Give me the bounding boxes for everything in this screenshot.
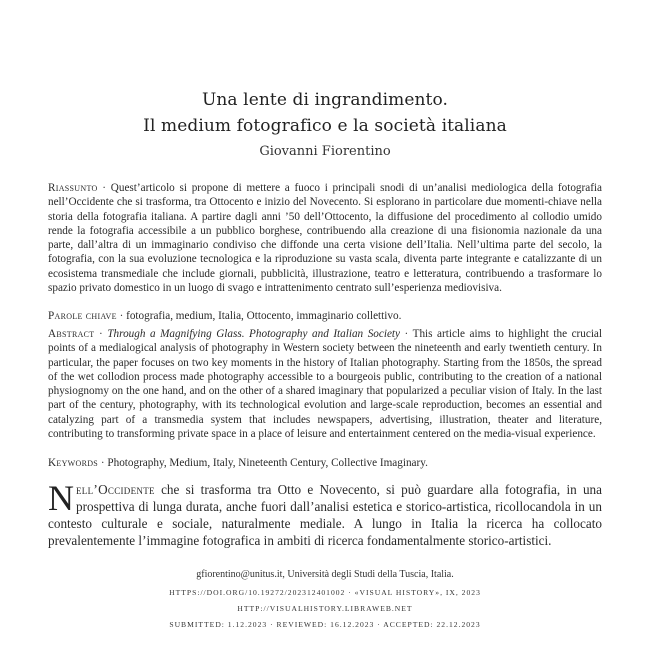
body-lead-in: ell’Occidente <box>76 482 155 497</box>
article-title-line-1: Una lente di ingrandimento. <box>201 90 449 110</box>
abstract-text: This article aims to highlight the crucial points of a medialogical analysis of photography in Western society between the nineteenth and early twentieth century. In particular, the paper focuses on two key moments in the history of Italian photography. Starting from the 1850s, the spread of the wet collodion process made photography accessible to a bourgeois public, contributing to the creation of a national physiognomy on the one hand, and on the other of a shared imaginary that popularized a peculiar vision of Italy. In the last part of the century, photography, with its technological evolution and large-scale reproduction, becomes an essential and catalyzing part of a transmedia system that includes newspapers, advertising, illustration, theater and literature, contributing to transforming private space in a place of leisure and entertainment centered on the media-visual experience. <box>48 328 603 441</box>
riassunto-separator: · <box>97 182 111 194</box>
doi-line: HTTPS://DOI.ORG/10.19272/202312401002 · «VISUAL HISTORY», IX, 2023 <box>169 588 481 597</box>
author-affiliation: gfiorentino@unitus.it, Università degli Studi della Tuscia, Italia. <box>196 569 454 580</box>
drop-cap: N <box>48 478 74 518</box>
journal-url: HTTP://VISUALHISTORY.LIBRAWEB.NET <box>237 604 413 613</box>
article-author: Giovanni Fiorentino <box>259 144 391 159</box>
parole-chiave-text: fotografia, medium, Italia, Ottocento, immaginario collettivo. <box>126 310 402 322</box>
keywords-label: Keywords <box>48 457 99 469</box>
keywords-text: Photography, Medium, Italy, Nineteenth Century, Collective Imaginary. <box>107 457 428 469</box>
body-paragraph <box>48 478 602 549</box>
abstract-english-title: Through a Magnifying Glass. Photography and Italian Society <box>107 328 400 340</box>
parole-chiave-label: Parole chiave <box>48 310 117 322</box>
submission-dates: SUBMITTED: 1.12.2023 · REVIEWED: 16.12.2023 · ACCEPTED: 22.12.2023 <box>169 620 481 629</box>
abstract-separator: · <box>94 328 108 340</box>
keywords-separator: · <box>98 457 108 469</box>
parole-chiave-paragraph <box>48 309 602 323</box>
abstract-paragraph <box>48 327 602 441</box>
riassunto-text: Quest’articolo si propone di mettere a fuoco i principali snodi di un’analisi mediologica della fotografia nell’Occidente che si trasforma, tra Ottocento e inizio del Novecento. Si esplorano in particolare due momenti-chiave nella storia della fotografia italiana. A partire dagli anni ’50 dell’Ottocento, la diffusione del procedimento al collodio umido rende la fotografia accessibile a un pubblico borghese, contribuendo alla creazione di una fisionomia nazionale da una parte, dall’altra di un immaginario condiviso che diffonde una certa visione dell’Italia. Nell’ultima parte del secolo, la fotografia, con la sua evoluzione tecnologica e la riproduzione su vasta scala, diventa parte integrante e catalizzante di un ecosistema transmediale che include giornali, pubblicità, illustrazione, teatro e letteratura, contribuendo a trasformare lo spazio privato domestico in un luogo di svago e intrattenimento centrato sull’esperienza mediovisiva. <box>48 182 603 295</box>
article-title-line-2: Il medium fotografico e la società italiana <box>143 116 507 136</box>
body-text: che si trasforma tra Otto e Novecento, si può guardare alla fotografia, in una prospettiva di lunga durata, anche fuori dall’analisi estetica e storico-artistica, ricollocandola in un contesto culturale e sociale, naturalmente mediale. A lungo in Italia la ricerca ha collocato prevalentemente l’immagine fotografica in ambiti di ricerca fondamentalmente storico-artistici. <box>48 482 602 548</box>
abstract-separator-2: · <box>400 328 413 340</box>
riassunto-paragraph <box>48 181 602 295</box>
riassunto-label: Riassunto <box>48 182 98 194</box>
parole-chiave-separator: · <box>116 310 127 322</box>
abstract-label: Abstract <box>48 328 95 340</box>
keywords-paragraph <box>48 456 602 470</box>
